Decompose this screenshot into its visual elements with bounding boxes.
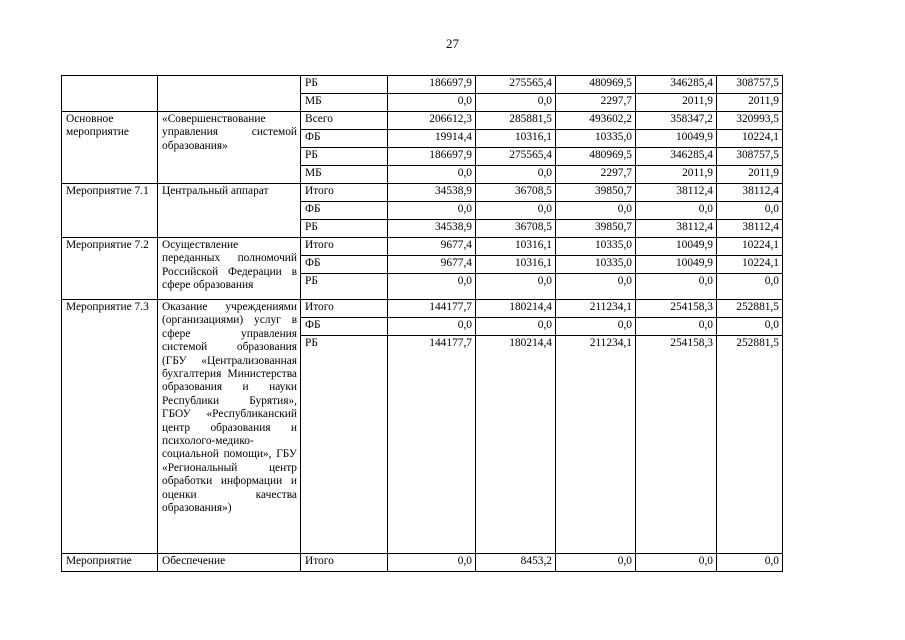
value-cell: 39850,7 <box>556 184 636 202</box>
value-cell: 180214,4 <box>476 336 556 554</box>
value-cell: 36708,5 <box>476 220 556 238</box>
table-row <box>62 300 783 318</box>
description-cell: Осуществление переданных полномочий Российской Федерации в сфере образования <box>158 238 301 300</box>
value-cell: 346285,4 <box>636 148 717 166</box>
value-cell: 9677,4 <box>388 256 476 274</box>
value-cell: 2011,9 <box>636 166 717 184</box>
activity-cell: Мероприятие 7.3 <box>62 300 158 554</box>
value-cell: 275565,4 <box>476 148 556 166</box>
page-number: 27 <box>446 36 459 51</box>
funding-source-cell: РБ <box>301 148 388 166</box>
value-cell: 254158,3 <box>636 336 717 554</box>
activity-cell: Основное мероприятие <box>62 112 158 184</box>
value-cell: 10049,9 <box>636 238 717 256</box>
funding-source-cell: ФБ <box>301 256 388 274</box>
description-cell: «Совершенствование управления системой образования» <box>158 112 301 184</box>
description-cell <box>158 76 301 112</box>
value-cell: 10316,1 <box>476 130 556 148</box>
value-cell: 186697,9 <box>388 76 476 94</box>
value-cell: 10049,9 <box>636 256 717 274</box>
value-cell: 0,0 <box>717 318 783 336</box>
value-cell: 252881,5 <box>717 300 783 318</box>
funding-source-cell: Итого <box>301 238 388 256</box>
value-cell: 493602,2 <box>556 112 636 130</box>
value-cell: 0,0 <box>556 202 636 220</box>
funding-source-cell: Итого <box>301 300 388 318</box>
value-cell: 308757,5 <box>717 148 783 166</box>
value-cell: 206612,3 <box>388 112 476 130</box>
value-cell: 19914,4 <box>388 130 476 148</box>
value-cell: 10316,1 <box>476 256 556 274</box>
value-cell: 8453,2 <box>476 554 556 572</box>
value-cell: 144177,7 <box>388 336 476 554</box>
value-cell: 346285,4 <box>636 76 717 94</box>
value-cell: 180214,4 <box>476 300 556 318</box>
value-cell: 186697,9 <box>388 148 476 166</box>
funding-source-cell: РБ <box>301 76 388 94</box>
value-cell: 0,0 <box>476 202 556 220</box>
table-row <box>62 238 783 256</box>
value-cell: 0,0 <box>717 202 783 220</box>
value-cell: 38112,4 <box>717 220 783 238</box>
value-cell: 2011,9 <box>636 94 717 112</box>
value-cell: 211234,1 <box>556 300 636 318</box>
value-cell: 480969,5 <box>556 148 636 166</box>
funding-source-cell: ФБ <box>301 130 388 148</box>
budget-table <box>61 75 783 572</box>
value-cell: 9677,4 <box>388 238 476 256</box>
value-cell: 252881,5 <box>717 336 783 554</box>
description-cell: Оказание учреждениями (организациями) услуг в сфере управления системой образования (ГБУ «Централизованная бухгалтерия Министерства образования и науки Республики Бурятия», ГБОУ «Республиканский центр образования и психолого-медико-социальной помощи», ГБУ «Региональный центр обработки информации и оценки качества образования») <box>158 300 301 554</box>
value-cell: 38112,4 <box>636 220 717 238</box>
value-cell: 0,0 <box>476 318 556 336</box>
value-cell: 358347,2 <box>636 112 717 130</box>
funding-source-cell: РБ <box>301 220 388 238</box>
value-cell: 0,0 <box>388 202 476 220</box>
value-cell: 2011,9 <box>717 166 783 184</box>
table-row <box>62 76 783 94</box>
value-cell: 2297,7 <box>556 94 636 112</box>
value-cell: 275565,4 <box>476 76 556 94</box>
value-cell: 10224,1 <box>717 256 783 274</box>
value-cell: 0,0 <box>476 166 556 184</box>
activity-cell: Мероприятие 7.2 <box>62 238 158 300</box>
value-cell: 34538,9 <box>388 184 476 202</box>
value-cell: 10335,0 <box>556 238 636 256</box>
value-cell: 34538,9 <box>388 220 476 238</box>
value-cell: 0,0 <box>717 554 783 572</box>
value-cell: 10224,1 <box>717 238 783 256</box>
value-cell: 10335,0 <box>556 130 636 148</box>
description-cell: Обеспечение <box>158 554 301 572</box>
value-cell: 0,0 <box>476 94 556 112</box>
funding-source-cell: Всего <box>301 112 388 130</box>
funding-source-cell: МБ <box>301 94 388 112</box>
value-cell: 0,0 <box>636 554 717 572</box>
funding-source-cell: Итого <box>301 554 388 572</box>
value-cell: 254158,3 <box>636 300 717 318</box>
value-cell: 10049,9 <box>636 130 717 148</box>
value-cell: 10224,1 <box>717 130 783 148</box>
table-row <box>62 554 783 572</box>
value-cell: 0,0 <box>556 554 636 572</box>
value-cell: 10335,0 <box>556 256 636 274</box>
description-cell: Центральный аппарат <box>158 184 301 238</box>
value-cell: 480969,5 <box>556 76 636 94</box>
value-cell: 0,0 <box>476 274 556 300</box>
value-cell: 308757,5 <box>717 76 783 94</box>
value-cell: 0,0 <box>388 554 476 572</box>
value-cell: 0,0 <box>636 318 717 336</box>
funding-source-cell: ФБ <box>301 318 388 336</box>
value-cell: 285881,5 <box>476 112 556 130</box>
value-cell: 211234,1 <box>556 336 636 554</box>
value-cell: 39850,7 <box>556 220 636 238</box>
value-cell: 0,0 <box>556 318 636 336</box>
table-row <box>62 112 783 130</box>
value-cell: 320993,5 <box>717 112 783 130</box>
table-row <box>62 184 783 202</box>
value-cell: 2011,9 <box>717 94 783 112</box>
value-cell: 0,0 <box>388 318 476 336</box>
value-cell: 0,0 <box>388 166 476 184</box>
value-cell: 0,0 <box>556 274 636 300</box>
value-cell: 38112,4 <box>717 184 783 202</box>
value-cell: 0,0 <box>388 274 476 300</box>
value-cell: 0,0 <box>388 94 476 112</box>
value-cell: 144177,7 <box>388 300 476 318</box>
activity-cell: Мероприятие <box>62 554 158 572</box>
value-cell: 0,0 <box>717 274 783 300</box>
value-cell: 38112,4 <box>636 184 717 202</box>
activity-cell <box>62 76 158 112</box>
value-cell: 0,0 <box>636 274 717 300</box>
funding-source-cell: РБ <box>301 336 388 554</box>
value-cell: 10316,1 <box>476 238 556 256</box>
value-cell: 2297,7 <box>556 166 636 184</box>
value-cell: 36708,5 <box>476 184 556 202</box>
funding-source-cell: РБ <box>301 274 388 300</box>
value-cell: 0,0 <box>636 202 717 220</box>
activity-cell: Мероприятие 7.1 <box>62 184 158 238</box>
funding-source-cell: ФБ <box>301 202 388 220</box>
funding-source-cell: Итого <box>301 184 388 202</box>
funding-source-cell: МБ <box>301 166 388 184</box>
